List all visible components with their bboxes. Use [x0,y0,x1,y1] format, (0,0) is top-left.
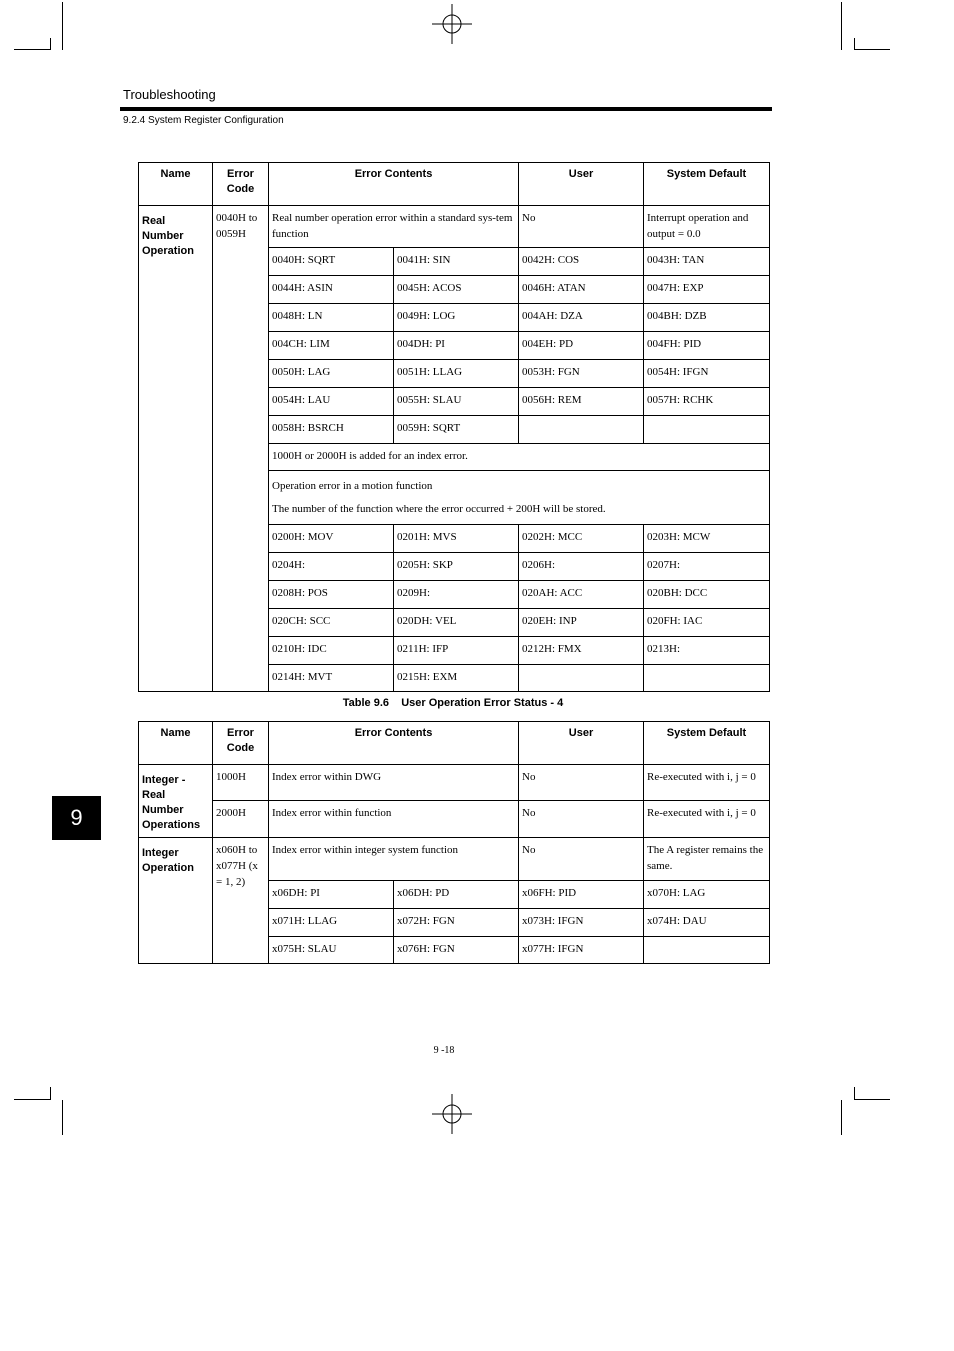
function-code-cell: 0203H: MCW [644,525,770,553]
function-code-cell: 004BH: DZB [644,304,770,332]
function-code-cell: x075H: SLAU [269,937,394,964]
crop-mark [50,1087,51,1100]
function-code-cell: 0210H: IDC [269,637,394,665]
function-code-cell: 0046H: ATAN [519,276,644,304]
registration-mark-icon [432,4,472,44]
row-error-code: 0040H to 0059H [213,206,269,692]
row-user: No [519,765,644,801]
function-code-cell: 0208H: POS [269,581,394,609]
crop-mark [14,1099,50,1100]
row-error-contents: Index error within integer system function [269,838,519,881]
group-name: Integer Operation [139,838,213,964]
header-rule [120,107,772,111]
crop-mark [841,1100,842,1135]
crop-mark [50,38,51,50]
function-code-cell: 020DH: VEL [394,609,519,637]
row-system-default: Re-executed with i, j = 0 [644,801,770,838]
row-system-default: The A register remains the same. [644,838,770,881]
row-error-contents: Index error within DWG [269,765,519,801]
row-error-contents: Index error within function [269,801,519,838]
function-code-cell: 0054H: LAU [269,388,394,416]
function-code-cell: 020AH: ACC [519,581,644,609]
row-error-contents: Real number operation error within a standard sys-tem function [269,206,519,248]
row-user: No [519,206,644,248]
col-header-system-default: System Default [644,163,770,206]
motion-note-line-1: Operation error in a motion function [272,480,433,492]
chapter-tab: 9 [52,796,101,840]
function-code-cell: 0058H: BSRCH [269,416,394,444]
index-error-note: 1000H or 2000H is added for an index error. [269,444,770,471]
crop-mark [841,2,842,50]
row-user: No [519,801,644,838]
crop-mark [854,38,855,50]
col-header-error-code: Error Code [213,722,269,765]
function-code-cell: 0051H: LLAG [394,360,519,388]
function-code-cell: 020BH: DCC [644,581,770,609]
function-code-cell: 0059H: SQRT [394,416,519,444]
function-code-cell [519,416,644,444]
function-code-cell [519,665,644,692]
col-header-name: Name [139,722,213,765]
motion-note-line-2: The number of the function where the error occurred + 200H will be stored. [272,503,606,515]
function-code-cell: 0050H: LAG [269,360,394,388]
function-code-cell: 0043H: TAN [644,248,770,276]
function-code-cell: 0048H: LN [269,304,394,332]
group-name: Integer - Real Number Operations [139,765,213,838]
crop-mark [14,49,50,50]
function-code-cell: 0042H: COS [519,248,644,276]
function-code-cell: 0057H: RCHK [644,388,770,416]
motion-error-note [269,471,770,525]
function-code-cell: 0044H: ASIN [269,276,394,304]
col-header-error-contents: Error Contents [269,163,519,206]
crop-mark [854,1099,890,1100]
function-code-cell: 0213H: [644,637,770,665]
function-code-cell: 0212H: FMX [519,637,644,665]
function-code-cell: x074H: DAU [644,909,770,937]
row-user: No [519,838,644,881]
table-caption-text: Table 9.6 User Operation Error Status - 4 [342,697,564,709]
row-error-code: x060H to x077H (x = 1, 2) [213,838,269,964]
row-error-code: 1000H [213,765,269,801]
page-number: 9 -18 [433,1045,455,1056]
function-code-cell: x071H: LLAG [269,909,394,937]
table-caption [0,697,954,709]
function-code-cell: 0053H: FGN [519,360,644,388]
function-code-cell: 004DH: PI [394,332,519,360]
col-header-user: User [519,722,644,765]
function-code-cell: 0045H: ACOS [394,276,519,304]
function-code-cell: 004FH: PID [644,332,770,360]
function-code-cell: x06FH: PID [519,881,644,909]
function-code-cell: 0215H: EXM [394,665,519,692]
function-code-cell: 004CH: LIM [269,332,394,360]
function-code-cell: 0202H: MCC [519,525,644,553]
row-system-default: Re-executed with i, j = 0 [644,765,770,801]
col-header-error-code: Error Code [213,163,269,206]
error-status-table-3 [138,162,770,692]
function-code-cell: 0055H: SLAU [394,388,519,416]
crop-mark [854,49,890,50]
function-code-cell: 0049H: LOG [394,304,519,332]
function-code-cell: x06DH: PD [394,881,519,909]
function-code-cell: 020FH: IAC [644,609,770,637]
crop-mark [62,1100,63,1135]
registration-mark-icon [432,1094,472,1134]
function-code-cell: 004AH: DZA [519,304,644,332]
function-code-cell: 0041H: SIN [394,248,519,276]
row-error-code: 2000H [213,801,269,838]
function-code-cell: x072H: FGN [394,909,519,937]
function-code-cell: 0054H: IFGN [644,360,770,388]
function-code-cell: 0205H: SKP [394,553,519,581]
function-code-cell: 0040H: SQRT [269,248,394,276]
function-code-cell: 020EH: INP [519,609,644,637]
function-code-cell [644,416,770,444]
row-name: Real Number Operation [139,206,213,692]
function-code-cell: 0201H: MVS [394,525,519,553]
function-code-cell: 0204H: [269,553,394,581]
col-header-name: Name [139,163,213,206]
function-code-cell: 0047H: EXP [644,276,770,304]
running-header-section: 9.2.4 System Register Configuration [123,115,284,126]
function-code-cell: x077H: IFGN [519,937,644,964]
error-status-table-4 [138,721,770,964]
function-code-cell: x070H: LAG [644,881,770,909]
function-code-cell: 0209H: [394,581,519,609]
function-code-cell: 004EH: PD [519,332,644,360]
function-code-cell [644,937,770,964]
function-code-cell [644,665,770,692]
col-header-user: User [519,163,644,206]
running-header-title: Troubleshooting [123,87,216,102]
crop-mark [62,2,63,50]
function-code-cell: 0056H: REM [519,388,644,416]
col-header-error-contents: Error Contents [269,722,519,765]
col-header-system-default: System Default [644,722,770,765]
function-code-cell: x06DH: PI [269,881,394,909]
function-code-cell: x073H: IFGN [519,909,644,937]
row-system-default: Interrupt operation and output = 0.0 [644,206,770,248]
crop-mark [854,1087,855,1100]
function-code-cell: 0200H: MOV [269,525,394,553]
function-code-cell: 020CH: SCC [269,609,394,637]
function-code-cell: 0211H: IFP [394,637,519,665]
function-code-cell: x076H: FGN [394,937,519,964]
function-code-cell: 0214H: MVT [269,665,394,692]
function-code-cell: 0206H: [519,553,644,581]
function-code-cell: 0207H: [644,553,770,581]
